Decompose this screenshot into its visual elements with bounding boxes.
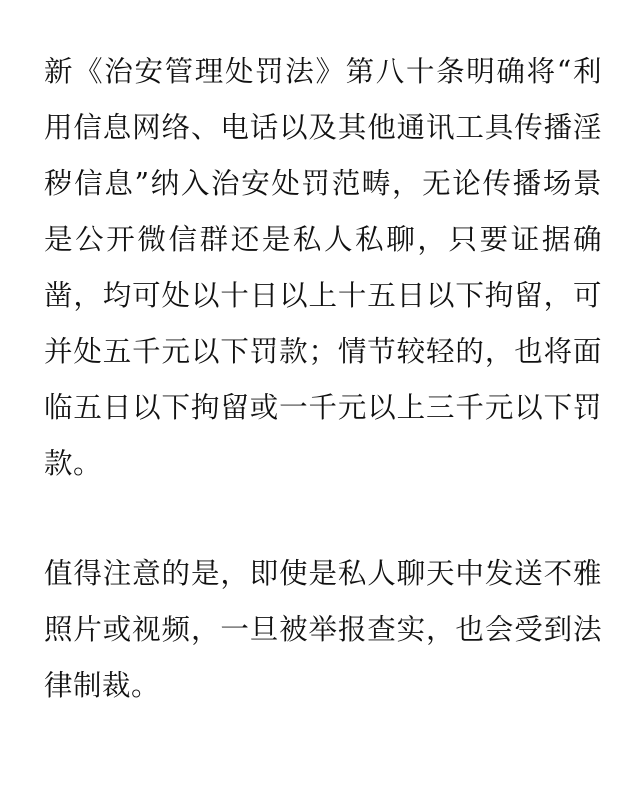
paragraph-1: 新《治安管理处罚法》第八十条明确将“利用信息网络、电话以及其他通讯工具传播淫秽信息”纳入治安处罚范畴，无论传播场景是公开微信群还是私人私聊，只要证据确凿，均可处以十日以上十五日以下拘留，可并处五千元以下罚款；情节较轻的，也将面临五日以下拘留或一千元以上三千元以下罚款。 — [44, 55, 602, 480]
article-body — [44, 44, 602, 714]
paragraph-2: 值得注意的是，即使是私人聊天中发送不雅照片或视频，一旦被举报查实，也会受到法律制裁。 — [44, 557, 602, 702]
